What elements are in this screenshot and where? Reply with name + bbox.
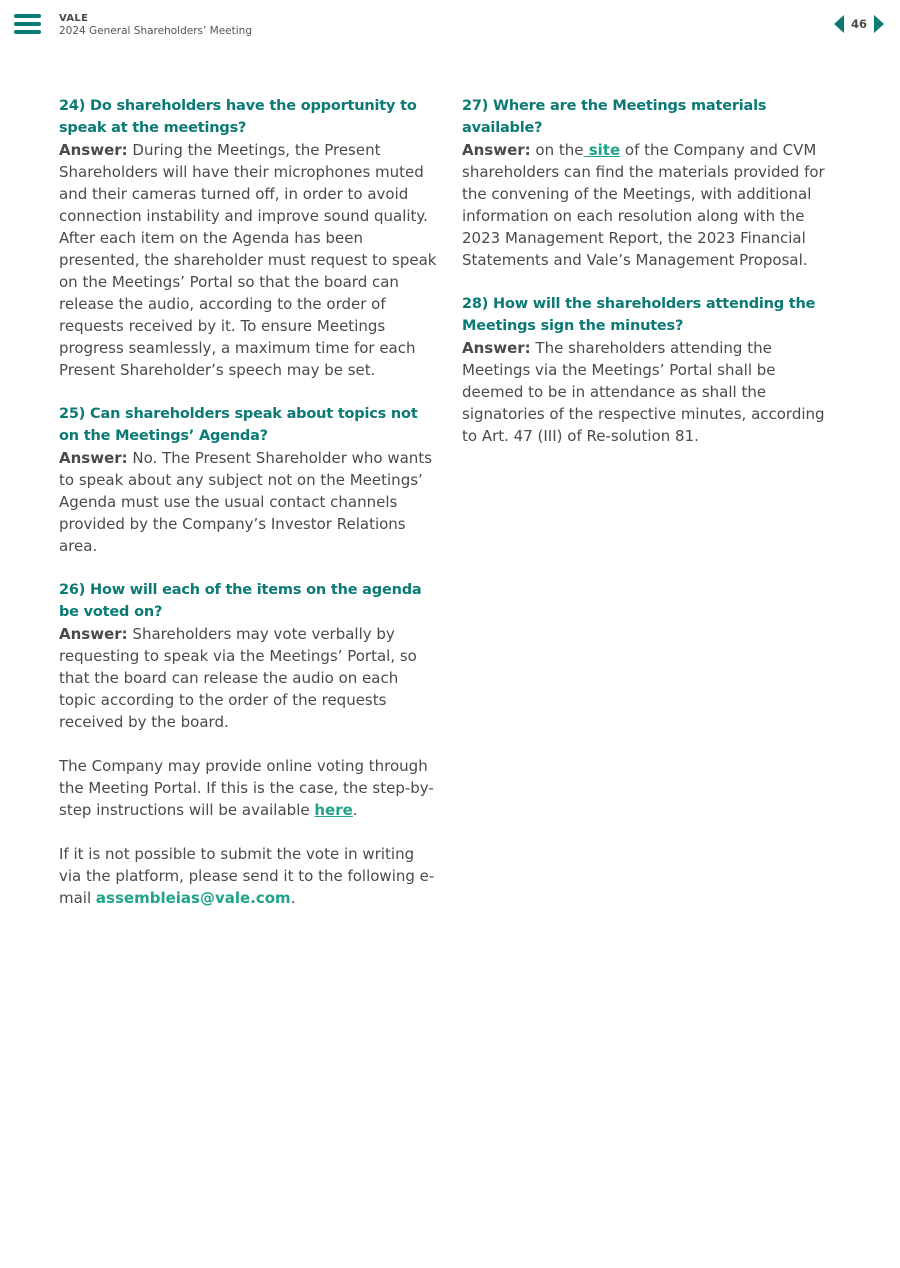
hamburger-menu-icon[interactable] bbox=[14, 14, 41, 36]
answer-27 bbox=[462, 139, 840, 271]
page-number: 46 bbox=[850, 17, 867, 31]
document-brand bbox=[59, 13, 252, 38]
next-page-icon[interactable] bbox=[874, 15, 884, 33]
period: . bbox=[352, 801, 358, 819]
question-24: 24) Do shareholders have the opportunity to speak at the meetings? bbox=[59, 98, 417, 136]
page-header bbox=[0, 0, 900, 50]
answer-24 bbox=[59, 139, 439, 381]
answer-label: Answer: bbox=[462, 141, 531, 159]
email-vote-text: If it is not possible to submit the vote in writing via the platform, please send it to the following e-mail bbox=[59, 845, 435, 907]
question-25: 25) Can shareholders speak about topics not on the Meetings’ Agenda? bbox=[59, 406, 418, 444]
answer-label: Answer: bbox=[59, 141, 128, 159]
period: . bbox=[290, 889, 296, 907]
answer-27-post: of the Company and CVM shareholders can find the materials provided for the convening of the Meetings, with additional information on each resolution along with the 2023 Management Report, the 2023 Financial Statements and Vale’s Management Proposal. bbox=[462, 141, 825, 269]
answer-label: Answer: bbox=[59, 625, 128, 643]
answer-28-text: The shareholders attending the Meetings via the Meetings’ Portal shall be deemed to be in attendance as shall the signatories of the respective minutes, according to Art. 47 (III) of Re-solution 81. bbox=[462, 339, 825, 445]
question-28: 28) How will the shareholders attending the Meetings sign the minutes? bbox=[462, 296, 816, 334]
previous-page-icon[interactable] bbox=[834, 15, 844, 33]
answer-25-text: No. The Present Shareholder who wants to speak about any subject not on the Meetings’ Agenda must use the usual contact channels provided by the Company’s Investor Relations area. bbox=[59, 449, 433, 555]
left-column bbox=[59, 95, 439, 909]
email-address-link[interactable]: assembleias@vale.com bbox=[95, 889, 291, 907]
page-navigator bbox=[834, 14, 884, 34]
online-voting-paragraph bbox=[59, 755, 439, 821]
answer-26-text: Shareholders may vote verbally by requesting to speak via the Meetings’ Portal, so that the board can release the audio on each topic according to the order of the requests received by the board. bbox=[59, 625, 417, 731]
instructions-here-link[interactable]: here bbox=[314, 801, 353, 819]
online-voting-text: The Company may provide online voting through the Meeting Portal. If this is the case, the step-by-step instructions will be available bbox=[59, 757, 434, 819]
answer-25 bbox=[59, 447, 439, 557]
question-26: 26) How will each of the items on the agenda be voted on? bbox=[59, 582, 422, 620]
answer-label: Answer: bbox=[59, 449, 128, 467]
answer-27-pre: on the bbox=[530, 141, 584, 159]
email-vote-paragraph bbox=[59, 843, 439, 909]
answer-24-text: During the Meetings, the Present Shareholders will have their microphones muted and their cameras turned off, in order to avoid connection instability and improve sound quality. After each item on the Agenda has been presented, the shareholder must request to speak on the Meetings’ Portal so that the board can release the audio, according to the order of requests received by it. To ensure Meetings progress seamlessly, a maximum time for each Present Shareholder’s speech may be set. bbox=[59, 141, 437, 379]
document-subtitle: 2024 General Shareholders’ Meeting bbox=[59, 25, 252, 37]
answer-label: Answer: bbox=[462, 339, 531, 357]
site-link[interactable]: site bbox=[583, 141, 621, 159]
right-column bbox=[462, 95, 840, 447]
brand-name: VALE bbox=[59, 13, 89, 24]
question-27: 27) Where are the Meetings materials available? bbox=[462, 98, 767, 136]
answer-26 bbox=[59, 623, 439, 733]
answer-28 bbox=[462, 337, 840, 447]
